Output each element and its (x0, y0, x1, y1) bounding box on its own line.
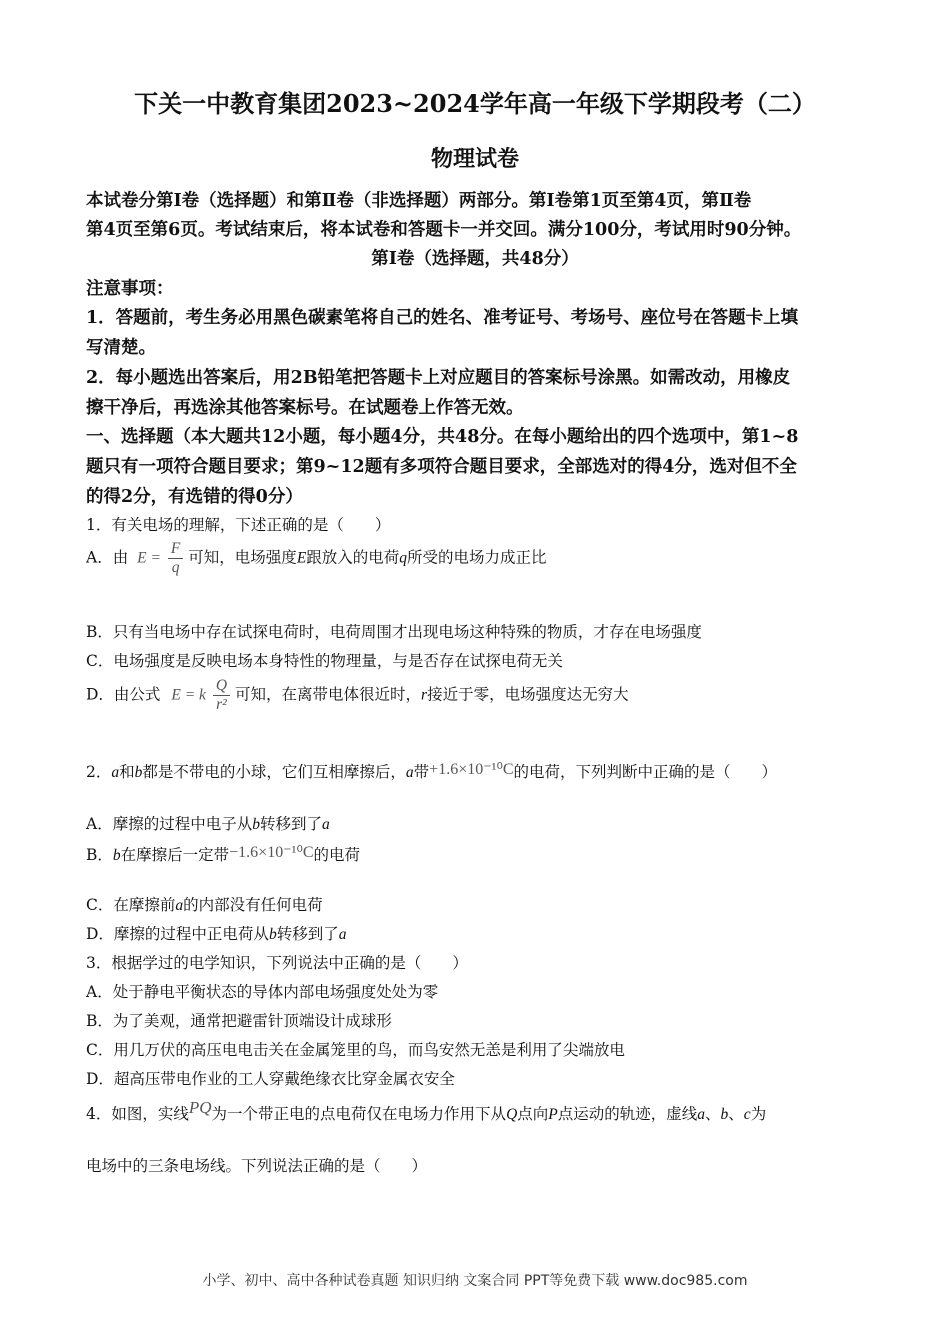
q3-option-b: B．为了美观，通常把避雷针顶端设计成球形 (86, 1012, 392, 1030)
exam-subject: 物理试卷 (430, 146, 519, 172)
q1-option-d: D．由公式 E = k $\frac{Q}{\text{r²}}$ 可知，在离带电体很近时，r接近于零，电场强度达无穷大 (86, 677, 629, 713)
part1-instructions-3: 的得2分，有选错的得0分） (86, 487, 303, 507)
q2-option-b: B．b在摩擦后一定带−1.6×10⁻¹⁰C的电荷 (86, 844, 361, 864)
section-heading: 第Ⅰ卷（选择题，共48分） (371, 249, 579, 269)
exam-title: 下关一中教育集团2023~2024学年高一年级下学期段考（二） (134, 89, 816, 118)
q2-option-d: D．摩擦的过程中正电荷从b转移到了a (86, 925, 347, 943)
q1-option-c: C．电场强度是反映电场本身特性的物理量，与是否存在试探电荷无关 (86, 652, 563, 670)
q2-charge: +1.6×10⁻¹⁰C (429, 761, 514, 778)
q4-pq: PQ (188, 1098, 212, 1117)
q2-option-c: C．在摩擦前a的内部没有任何电荷 (86, 896, 323, 914)
q3-option-d: D．超高压带电作业的工人穿戴绝缘衣比穿金属衣安全 (86, 1070, 455, 1088)
q3-stem: 3．根据学过的电学知识，下列说法中正确的是（ ） (86, 954, 468, 972)
notice-item-2-cont: 擦干净后，再选涂其他答案标号。在试题卷上作答无效。 (86, 398, 524, 418)
q4-stem: 4．如图，实线PQ为一个带正电的点电荷仅在电场力作用下从Q点向P点运动的轨迹，虚线a、b、c为 (86, 1098, 767, 1123)
footer-ad: 小学、初中、高中各种试卷真题 知识归纳 文案合同 PPT等免费下载 www.doc985.com (202, 1273, 748, 1289)
part1-instructions-1: 一、选择题（本大题共12小题，每小题4分，共48分。在每小题给出的四个选项中，第1~8 (86, 427, 799, 447)
notice-item-1-cont: 写清楚。 (86, 338, 156, 358)
notice-item-1: 1．答题前，考生务必用黑色碳素笔将自己的姓名、准考证号、考场号、座位号在答题卡上填 (86, 308, 799, 328)
q3-option-c: C．用几万伏的高压电电击关在金属笼里的鸟，而鸟安然无恙是利用了尖端放电 (86, 1041, 625, 1059)
q1-stem: 1．有关电场的理解，下述正确的是（ ） (86, 516, 391, 534)
q2-option-a: A．摩擦的过程中电子从b转移到了a (86, 815, 330, 833)
q4-stem-cont: 电场中的三条电场线。下列说法正确的是（ ） (86, 1157, 428, 1175)
notice-item-2: 2．每小题选出答案后，用2B铅笔把答题卡上对应题目的答案标号涂黑。如需改动，用橡皮 (86, 368, 791, 388)
intro-line-2: 第4页至第6页。考试结束后，将本试卷和答题卡一并交回。满分100分，考试用时90分钟。 (86, 220, 802, 240)
q1-formula-lhs: E = (137, 549, 161, 567)
q1-option-a: A．由 E = $\frac{F}{q}$ 可知，电场强度E跟放入的电荷q所受的电场力成正比 (86, 540, 547, 576)
q2-option-b-charge: −1.6×10⁻¹⁰C (229, 844, 314, 861)
q3-option-a: A．处于静电平衡状态的导体内部电场强度处处为零 (86, 983, 439, 1001)
q1-option-b: B．只有当电场中存在试探电荷时，电荷周围才出现电场这种特殊的物质，才存在电场强度 (86, 623, 702, 641)
q2-stem: 2．a和b都是不带电的小球，它们互相摩擦后，a带+1.6×10⁻¹⁰C的电荷，下列判断中正确的是（ ） (86, 761, 778, 781)
intro-line-1: 本试卷分第Ⅰ卷（选择题）和第Ⅱ卷（非选择题）两部分。第Ⅰ卷第1页至第4页，第Ⅱ卷 (86, 191, 752, 211)
part1-instructions-2: 题只有一项符合题目要求；第9~12题有多项符合题目要求，全部选对的得4分，选对但不全 (86, 457, 797, 477)
notice-heading: 注意事项： (86, 279, 174, 299)
